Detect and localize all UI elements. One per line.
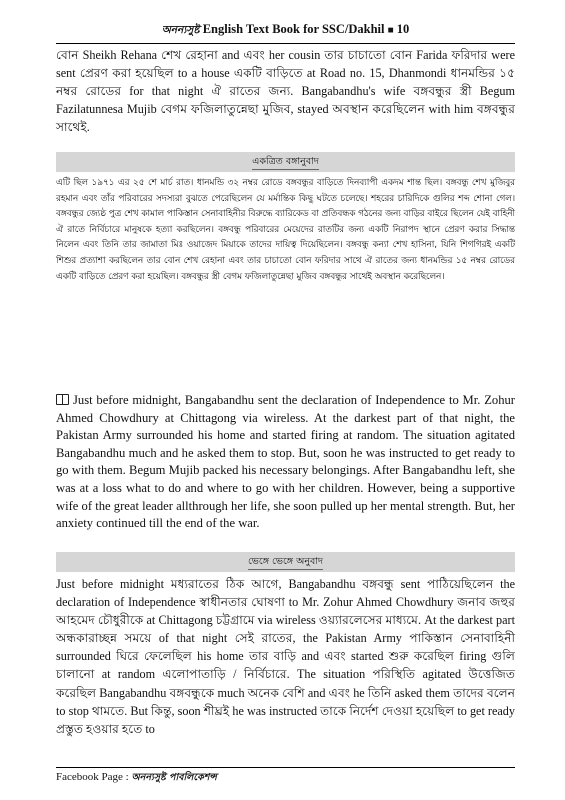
top-paragraph: বোন Sheikh Rehana শেখ রেহানা and এবং her cousin তার চাচাতো বোন Farida ফরিদার were sent প্রেরণ করা হয়েছিল to a house একটি বাড়িতে at Road no. 15, Dhanmondi ধানমন্ডির ১৫ নম্বর রোডের for that night ঐ রাতের জন্য. Bangabandhu's wife বঙ্গবন্ধুর স্ত্রী Begum Fazilatunnesa Mujib বেগম ফজিলাতুন্নেছা মুজিব, stayed অবস্থান করেছিলেন with him বঙ্গবন্ধুর সাথেই. bbox=[56, 48, 515, 135]
section2-heading: ভেঙ্গে ভেঙ্গে অনুবাদ bbox=[248, 555, 323, 570]
section1-heading: একত্রিত বঙ্গানুবাদ bbox=[252, 155, 319, 170]
header-brand: অনন্যসুষ্ট bbox=[161, 24, 200, 36]
section2-block bbox=[56, 575, 515, 738]
header-page-number: 10 bbox=[396, 22, 410, 36]
top-paragraph-block bbox=[56, 46, 515, 136]
section2-text: Just before midnight মধ্যরাতের ঠিক আগে, Bangabandhu বঙ্গবন্ধু sent পাঠিয়েছিলেন the declaration of Independence স্বাধীনতার ঘোষণা to Mr. Zohur Ahmed Chowdhury জনাব জহুর আহমেদ চৌধুরীকে at Chittagong চট্টগ্রামে via wireless ওয়্যারলেসের মাধ্যমে. At the darkest part অন্ধকারাচ্ছন্ন সময়ে of that night সেই রাতের, the Pakistan Army পাকিস্তান সেনাবাহিনী surrounded ঘিরে ফেলেছিল his home তার বাড়ি and এবং started শুরু করেছিল firing গুলি চালানো at random এলোপাতাড়ি / নির্বিচারে. The situation পরিস্থিতি agitated উত্তেজিত করেছিল Bangabandhu বঙ্গবন্ধুকে much অনেক বেশি and এবং he তিনি asked them তাদের বলেন to stop থামতে. But কিন্তু, soon শীঘ্রই he was instructed তাকে নির্দেশ দেওয়া হয়েছিল to get ready প্রস্তুত হওয়ার হতে to bbox=[56, 577, 515, 736]
footer-rule bbox=[56, 767, 515, 768]
header-title: English Text Book for SSC/Dakhil bbox=[202, 22, 385, 36]
english-paragraph: Just before midnight, Bangabandhu sent the declaration of Independence to Mr. Zohur Ahmed Chowdhury at Chittagong via wireless. At the darkest part of that night, the Pakistan Army surrounded his home and started firing at random. The situation agitated Bangabandhu much and he asked them to stop. But, soon he was instructed to get ready to go with them. Begum Mujib packed his necessary belongings. After Bangabandhu left, she was at a loss what to do and where to go with her children. However, being a supportive wife of the great leader allthrough her life, she soon pulled up her mental strength. But, her anxiety continued till the end of the war. bbox=[56, 393, 515, 531]
footer-label: Facebook Page : bbox=[56, 771, 129, 783]
book-icon bbox=[56, 394, 69, 405]
footer-brand: অনন্যসুষ্ট পাবলিকেশন্স bbox=[131, 772, 217, 783]
page-header bbox=[56, 22, 515, 40]
header-rule bbox=[56, 43, 515, 44]
header-separator: ■ bbox=[387, 25, 394, 36]
english-paragraph-block bbox=[56, 392, 515, 533]
section2-banner bbox=[56, 552, 515, 572]
page-footer bbox=[56, 771, 515, 786]
section1-banner bbox=[56, 152, 515, 172]
section1-block bbox=[56, 176, 515, 285]
section1-text: এটি ছিল ১৯৭১ এর ২৫ শে মার্চ রাত। ধানমন্ডি ৩২ নম্বর রোডে বঙ্গবন্ধুর বাড়িতে দিনব্যাপী একদম শান্ত ছিল। বঙ্গবন্ধু শেখ মুজিবুর রহমান এবং তাঁর পরিবারের সদস্যরা বুঝতে পেরেছিলেন যে মর্মান্তিক কিছু ঘটতে চলেছে। শহরের চারিদিকে গুলির শব্দ শোনা গেল। বঙ্গবন্ধুর জ্যেষ্ঠ পুত্র শেখ কামাল পাকিস্তান সেনাবাহিনীর বিরুদ্ধে ব্যারিকেড বা প্রতিবন্ধক গঠনের জন্য বাড়ির বাইরে ছিলেন যেই বাহিনী ঐ রাতে নির্বিচারে মানুষকে হত্যা করছিলেন। বঙ্গবন্ধু পরিবারের মেয়েদের রাতটির জন্য একটি নিরাপদ স্থানে প্রেরণ করার সিদ্ধান্ত নিলেন এবং তিনি তার জামাতা মিঃ ওয়াজেদ মিয়াকে তাদের দায়িত্ব দিয়েছিলেন। বঙ্গবন্ধু কন্যা শেখ হাসিনা, যিনি শিগগিরই একটি শিশুর প্রত্যাশা করছিলেন তার বোন শেখ রেহানা এবং তার চাচাতো বোন ফরিদার সাথে ঐ রাতের জন্য ধানমন্ডির ১৫ নম্বর রোডের একটি বাড়িতে প্রেরণ করা হয়েছিল। বঙ্গবন্ধুর স্ত্রী বেগম ফজিলাতুন্নেছা মুজিব বঙ্গবন্ধুর সাথেই অবস্থান করেছিলেন। bbox=[56, 178, 515, 282]
